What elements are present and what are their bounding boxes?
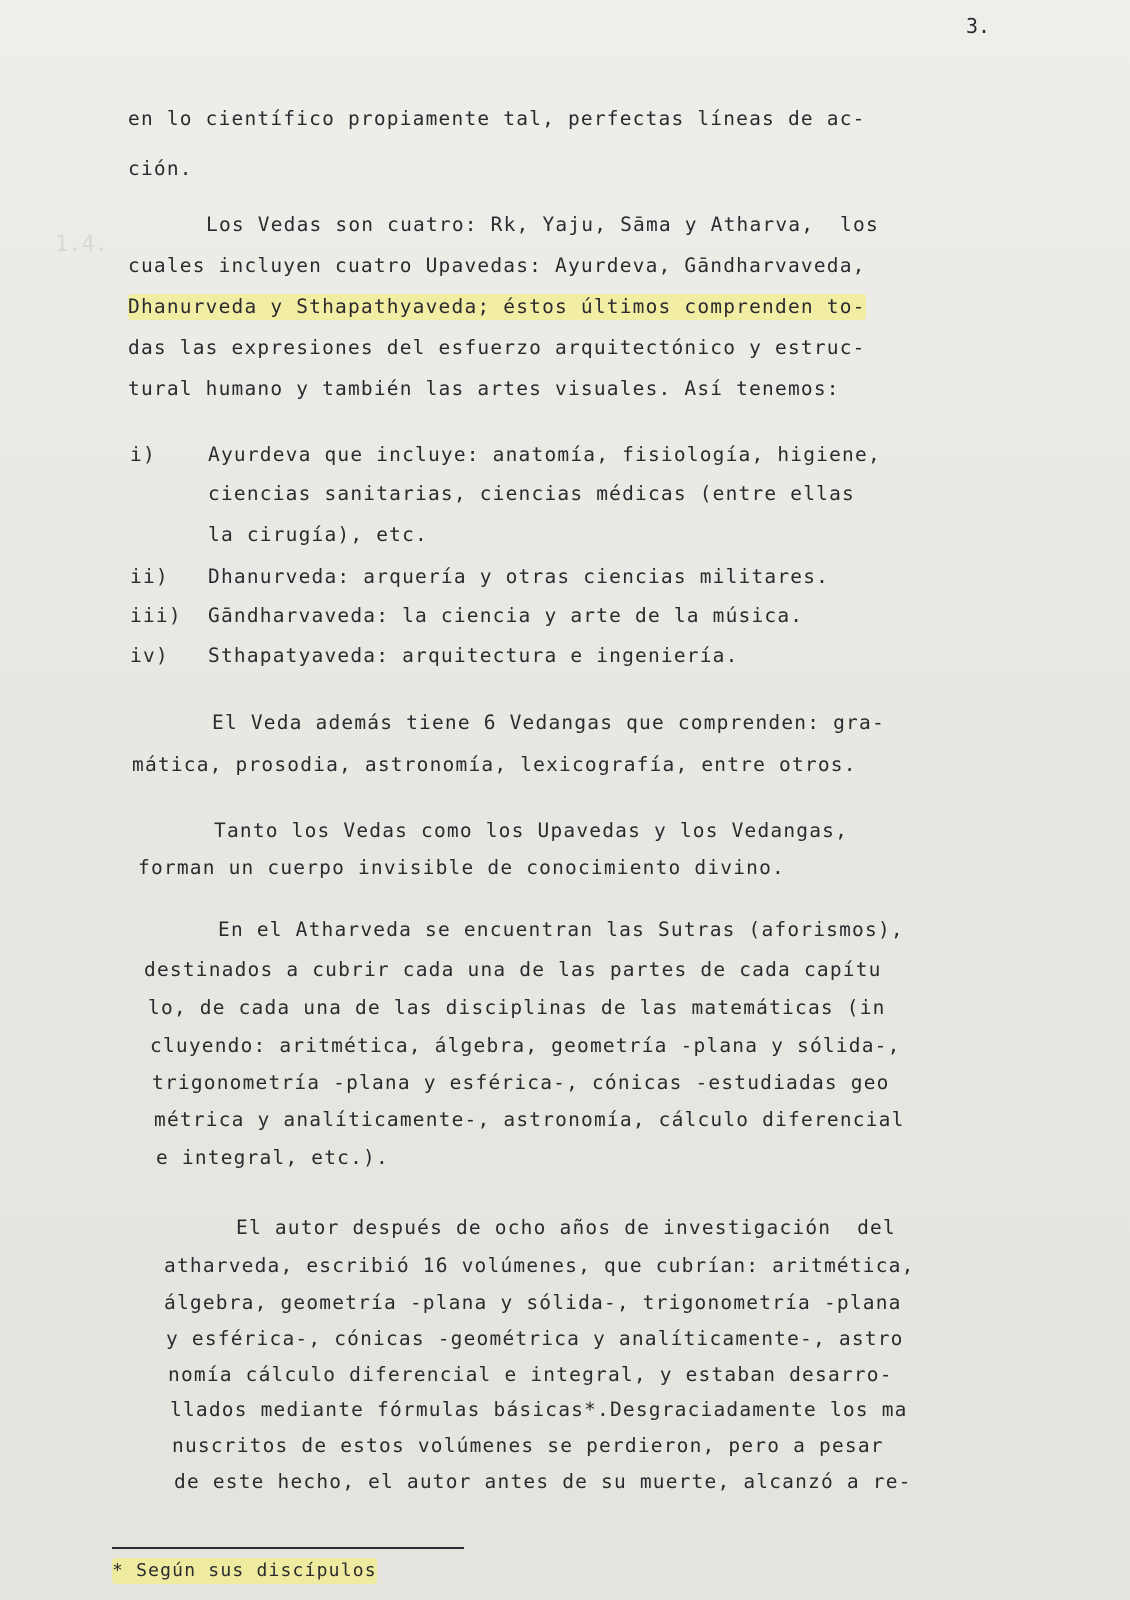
list-item-number: iv) bbox=[130, 644, 169, 667]
text-line: en lo científico propiamente tal, perfectas líneas de ac- bbox=[128, 107, 866, 130]
footnote: * Según sus discípulos bbox=[112, 1558, 377, 1584]
text-line: lo, de cada una de las disciplinas de las matemáticas (in bbox=[148, 996, 886, 1019]
list-item-number: ii) bbox=[130, 565, 169, 588]
text-line: Tanto los Vedas como los Upavedas y los Vedangas, bbox=[214, 819, 849, 842]
text-line: forman un cuerpo invisible de conocimiento divino. bbox=[138, 856, 785, 879]
page-number: 3. bbox=[966, 14, 991, 38]
bleed-through-text: 1.4. bbox=[55, 232, 108, 257]
list-item-line: ciencias sanitarias, ciencias médicas (entre ellas bbox=[208, 482, 855, 505]
text-line: trigonometría -plana y esférica-, cónicas -estudiadas geo bbox=[152, 1071, 890, 1094]
text-line: das las expresiones del esfuerzo arquitectónico y estruc- bbox=[128, 336, 866, 359]
list-item-line: Dhanurveda: arquería y otras ciencias militares. bbox=[208, 565, 830, 588]
text-line: ción. bbox=[128, 157, 193, 180]
text-line: nomía cálculo diferencial e integral, y estaban desarro- bbox=[168, 1363, 893, 1386]
text-line: En el Atharveda se encuentran las Sutras (aforismos), bbox=[218, 918, 904, 941]
text-line: nuscritos de estos volúmenes se perdieron, pero a pesar bbox=[172, 1434, 884, 1457]
text-line: tural humano y también las artes visuales. Así tenemos: bbox=[128, 377, 840, 400]
list-item-line: Ayurdeva que incluye: anatomía, fisiología, higiene, bbox=[208, 443, 881, 466]
list-item-number: iii) bbox=[130, 604, 182, 627]
text-line: cluyendo: aritmética, álgebra, geometría -plana y sólida-, bbox=[150, 1034, 901, 1057]
list-item-line: Gāndharvaveda: la ciencia y arte de la música. bbox=[208, 604, 804, 627]
text-line: álgebra, geometría -plana y sólida-, trigonometría -plana bbox=[164, 1291, 902, 1314]
text-line: llados mediante fórmulas básicas*.Desgraciadamente los ma bbox=[170, 1398, 908, 1421]
text-line: El autor después de ocho años de investigación del bbox=[236, 1216, 896, 1239]
list-item-number: i) bbox=[130, 443, 156, 466]
text-line: e integral, etc.). bbox=[156, 1146, 389, 1169]
list-item-line: la cirugía), etc. bbox=[208, 523, 428, 546]
text-line: cuales incluyen cuatro Upavedas: Ayurdeva, Gāndharvaveda, bbox=[128, 254, 866, 277]
text-line: Los Vedas son cuatro: Rk, Yaju, Sāma y Atharva, los bbox=[206, 213, 879, 236]
text-line: métrica y analíticamente-, astronomía, cálculo diferencial bbox=[154, 1108, 905, 1131]
text-line: El Veda además tiene 6 Vedangas que comprenden: gra- bbox=[212, 711, 885, 734]
text-line: mática, prosodia, astronomía, lexicografía, entre otros. bbox=[132, 753, 857, 776]
text-line: destinados a cubrir cada una de las partes de cada capítu bbox=[144, 958, 882, 981]
text-line: y esférica-, cónicas -geométrica y analíticamente-, astro bbox=[166, 1327, 904, 1350]
footnote-divider bbox=[112, 1547, 464, 1549]
text-line: de este hecho, el autor antes de su muerte, alcanzó a re- bbox=[174, 1470, 912, 1493]
list-item-line: Sthapatyaveda: arquitectura e ingeniería. bbox=[208, 644, 739, 667]
text-line-highlighted: Dhanurveda y Sthapathyaveda; éstos últimos comprenden to- bbox=[128, 295, 866, 318]
text-line: atharveda, escribió 16 volúmenes, que cubrían: aritmética, bbox=[164, 1254, 915, 1277]
